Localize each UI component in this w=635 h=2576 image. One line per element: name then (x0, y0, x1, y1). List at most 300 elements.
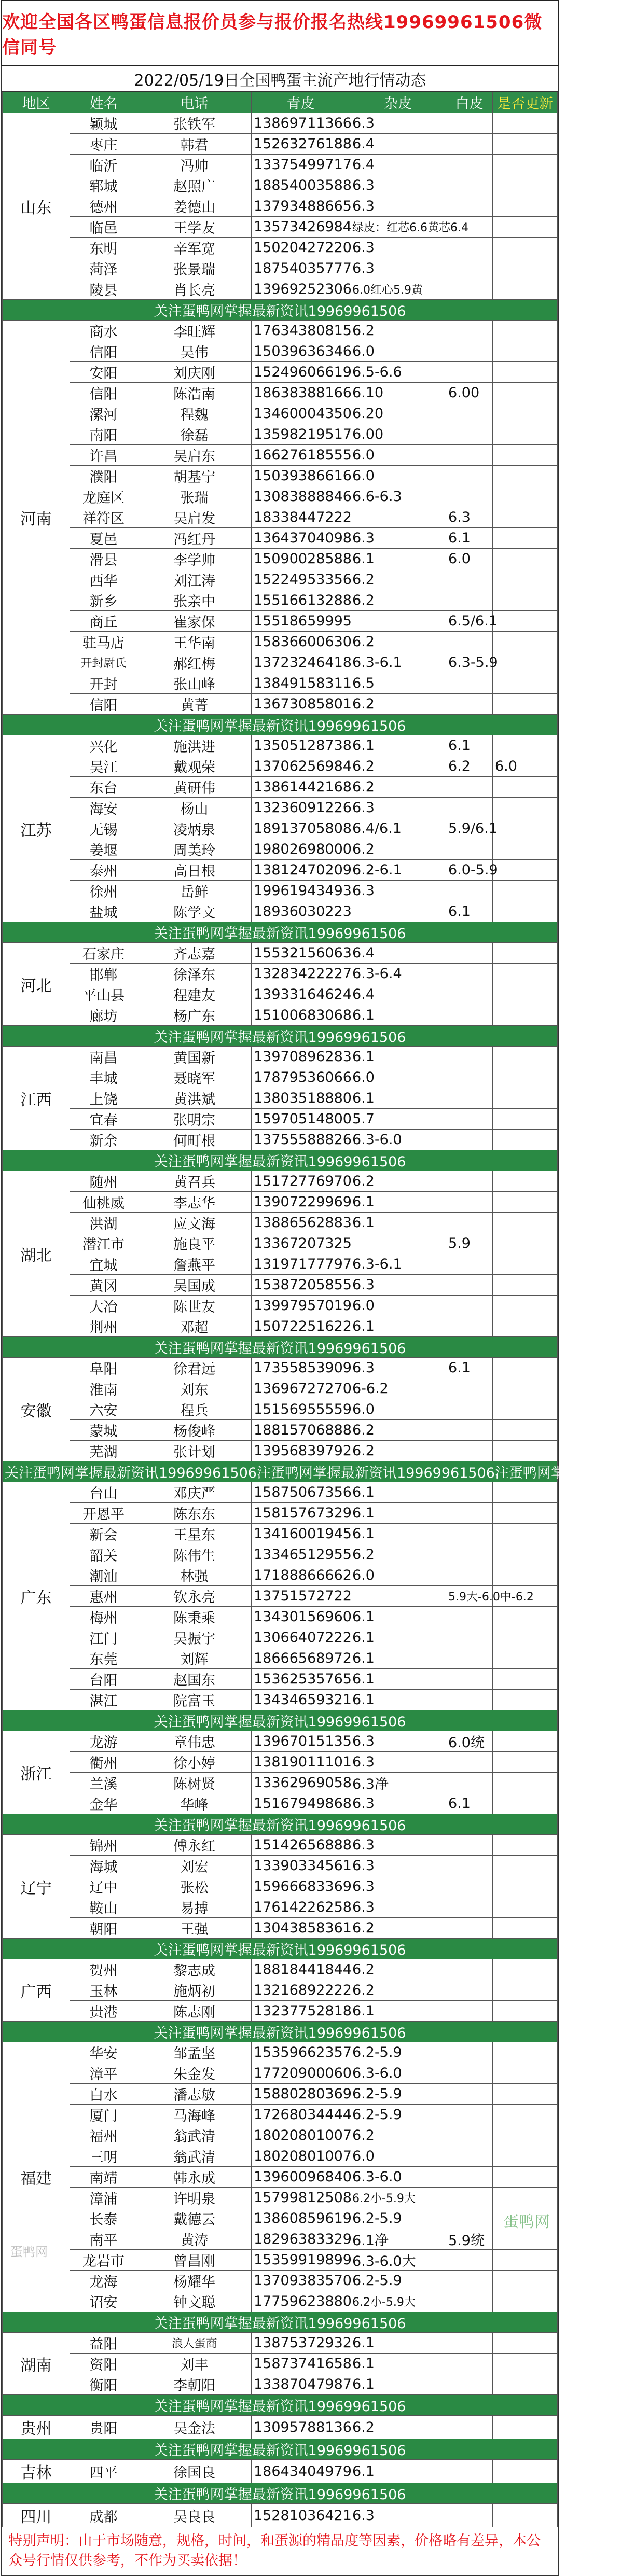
phone-cell: 15970514800 (252, 1109, 350, 1130)
mixed-price-cell: 6.2 (446, 756, 493, 777)
white-price-cell (493, 2271, 558, 2291)
mixed-price-cell (446, 1627, 493, 1648)
mixed-price-cell (446, 1876, 493, 1897)
white-price-cell (493, 1897, 558, 1918)
table-row (3, 1565, 558, 1586)
phone-cell: 13362969058 (252, 1773, 350, 1793)
name-cell: 曾昌刚 (137, 2250, 252, 2271)
green-price-cell: 6.3 (350, 881, 446, 901)
name-cell: 何町根 (137, 1130, 252, 1150)
green-price-cell: 6.3 (350, 1752, 446, 1773)
table-row (3, 1047, 558, 1067)
phone-cell: 18854003588 (252, 175, 350, 196)
section-banner (3, 1710, 558, 1731)
phone-cell: 13430156960 (252, 1607, 350, 1627)
white-price-cell (493, 652, 558, 673)
city-cell: 驻马店 (70, 632, 137, 652)
phone-cell: 16627618555 (252, 445, 350, 466)
table-row (3, 1627, 558, 1648)
white-price-cell (493, 1959, 558, 1980)
white-price-cell (493, 528, 558, 549)
city-cell: 白水 (70, 2084, 137, 2105)
table-row (3, 1835, 558, 1856)
green-price-cell: 6.2-5.9 (350, 2208, 446, 2229)
region-cell: 浙江 (3, 1731, 70, 1814)
table-row (3, 134, 558, 155)
table-row (3, 1316, 558, 1337)
mixed-price-cell (446, 1275, 493, 1296)
name-cell: 刘东 (137, 1378, 252, 1399)
white-price-cell (493, 2084, 558, 2105)
green-price-cell: 6.2-5.9 (350, 2042, 446, 2063)
green-price-cell: 6.3 (350, 175, 446, 196)
mixed-price-cell (446, 2250, 493, 2271)
green-price-cell: 6.3-6.0 (350, 2063, 446, 2084)
green-price-cell: 6.1 (350, 1316, 446, 1337)
table-row (3, 1088, 558, 1109)
white-price-cell (493, 341, 558, 362)
green-price-cell: 绿皮：红芯6.6黄芯6.4 (350, 217, 446, 238)
phone-cell: 13346512955 (252, 1544, 350, 1565)
city-cell: 滑县 (70, 549, 137, 569)
green-price-cell: 6.1 (350, 735, 446, 756)
city-cell: 华安 (70, 2042, 137, 2063)
table-row (3, 881, 558, 901)
city-cell: 潮汕 (70, 1565, 137, 1586)
table-row (3, 2125, 558, 2146)
green-price-cell: 6.2 (350, 1544, 446, 1565)
green-price-cell: 6.1 (350, 1627, 446, 1648)
mixed-price-cell (446, 445, 493, 466)
name-cell: 徐小婷 (137, 1752, 252, 1773)
phone-cell: 15880280369 (252, 2084, 350, 2105)
phone-cell: 18754035777 (252, 258, 350, 279)
table-row (3, 1731, 558, 1752)
section-banner-text: 关注蛋鸭网掌握最新资讯19969961506 (3, 1939, 558, 1959)
name-cell: 陈东东 (137, 1503, 252, 1524)
green-price-cell: 5.7 (350, 1109, 446, 1130)
section-banner (3, 2395, 558, 2416)
table-row (3, 2271, 558, 2291)
city-cell: 丰城 (70, 1067, 137, 1088)
green-price-cell: 6.2小-5.9大 (350, 2188, 446, 2208)
city-cell: 芜湖 (70, 1441, 137, 1461)
green-price-cell: 6.3 (350, 1275, 446, 1296)
white-price-cell (493, 2146, 558, 2167)
mixed-price-cell (446, 2105, 493, 2125)
mixed-price-cell (446, 1067, 493, 1088)
name-cell: 马海峰 (137, 2105, 252, 2125)
name-cell: 刘丰 (137, 2354, 252, 2374)
city-cell: 信阳 (70, 694, 137, 715)
name-cell: 黄国新 (137, 1047, 252, 1067)
green-price-cell (350, 1233, 446, 1254)
phone-cell: 13283422227 (252, 964, 350, 984)
green-price-cell: 6.1 (350, 1669, 446, 1690)
mixed-price-cell: 6.1 (446, 528, 493, 549)
white-price-cell (493, 881, 558, 901)
green-price-cell: 6.2 (350, 2125, 446, 2146)
mixed-price-cell: 6.5/6.1 (446, 611, 493, 632)
green-price-cell: 6.0 (350, 466, 446, 486)
city-cell: 漯河 (70, 403, 137, 424)
green-price-cell: 6.4 (350, 943, 446, 964)
table-row (3, 2146, 558, 2167)
name-cell: 许明泉 (137, 2188, 252, 2208)
region-cell: 湖北 (3, 1171, 70, 1337)
table-row (3, 673, 558, 694)
city-cell: 台阳 (70, 1669, 137, 1690)
name-cell: 杨俊峰 (137, 1420, 252, 1441)
phone-cell: 17759623880 (252, 2291, 350, 2312)
green-price-cell: 6.2 (350, 2416, 446, 2439)
green-price-cell: 6.0 (350, 1565, 446, 1586)
mixed-price-cell (446, 1918, 493, 1939)
white-price-cell (493, 507, 558, 528)
name-cell: 杨耀华 (137, 2271, 252, 2291)
city-cell: 颖城 (70, 113, 137, 134)
name-cell: 赵国东 (137, 1669, 252, 1690)
city-cell: 大冶 (70, 1296, 137, 1316)
green-price-cell: 6.3-6.1 (350, 652, 446, 673)
city-cell: 宜城 (70, 1254, 137, 1275)
mixed-price-cell (446, 673, 493, 694)
city-cell: 商水 (70, 321, 137, 341)
col-header-mixed: 杂皮 (350, 92, 446, 113)
green-price-cell (350, 901, 446, 922)
mixed-price-cell (446, 1669, 493, 1690)
mixed-price-cell (446, 1047, 493, 1067)
green-price-cell: 6.2 (350, 1171, 446, 1192)
mixed-price-cell (446, 2291, 493, 2312)
table-row (3, 1897, 558, 1918)
name-cell: 王强 (137, 1918, 252, 1939)
name-cell: 黄洪斌 (137, 1088, 252, 1109)
mixed-price-cell: 5.9/6.1 (446, 818, 493, 839)
phone-cell: 15156955559 (252, 1399, 350, 1420)
mixed-price-cell (446, 2333, 493, 2354)
white-price-cell (493, 1254, 558, 1275)
table-row (3, 1171, 558, 1192)
quote-sheet (1, 66, 635, 2527)
city-cell: 夏邑 (70, 528, 137, 549)
mixed-price-cell: 6.00 (446, 383, 493, 403)
phone-cell: 18815706888 (252, 1420, 350, 1441)
name-cell: 陈树贤 (137, 1773, 252, 1793)
name-cell: 院富玉 (137, 1690, 252, 1710)
mixed-price-cell (446, 1420, 493, 1441)
table-row (3, 321, 558, 341)
name-cell: 徐君远 (137, 1358, 252, 1378)
phone-cell: 18818441844 (252, 1959, 350, 1980)
city-cell: 信阳 (70, 383, 137, 403)
white-price-cell (493, 1316, 558, 1337)
white-price-cell (493, 1980, 558, 2001)
name-cell: 华峰 (137, 1793, 252, 1814)
table-row (3, 1648, 558, 1669)
green-price-cell: 6.2 (350, 1959, 446, 1980)
city-cell: 西华 (70, 569, 137, 590)
table-row (3, 1586, 558, 1607)
table-row (3, 1067, 558, 1088)
city-cell: 平山县 (70, 984, 137, 1005)
table-row (3, 984, 558, 1005)
phone-cell: 15100683068 (252, 1005, 350, 1026)
green-price-cell: 6.2 (350, 777, 446, 798)
table-row (3, 238, 558, 258)
city-cell: 陵县 (70, 279, 137, 300)
table-row (3, 1358, 558, 1378)
white-price-cell (493, 1192, 558, 1213)
name-cell: 陈秉乘 (137, 1607, 252, 1627)
green-price-cell: 6.2小-5.9大 (350, 2291, 446, 2312)
white-price-cell (493, 2250, 558, 2271)
white-price-cell (493, 1358, 558, 1378)
name-cell: 吴启东 (137, 445, 252, 466)
mixed-price-cell (446, 694, 493, 715)
name-cell: 黄涛 (137, 2229, 252, 2250)
section-banner (3, 922, 558, 943)
name-cell: 聂晓军 (137, 1067, 252, 1088)
section-banner (3, 715, 558, 735)
mixed-price-cell (446, 943, 493, 964)
white-price-cell (493, 2333, 558, 2354)
name-cell: 钦永亮 (137, 1586, 252, 1607)
table-row (3, 424, 558, 445)
phone-cell: 15072251622 (252, 1316, 350, 1337)
table-row (3, 113, 558, 134)
city-cell: 鞍山 (70, 1897, 137, 1918)
table-row (3, 798, 558, 818)
phone-cell: 13066407222 (252, 1627, 350, 1648)
name-cell: 王华南 (137, 632, 252, 652)
table-row (3, 466, 558, 486)
table-row (3, 839, 558, 860)
mixed-price-cell (446, 632, 493, 652)
name-cell: 吴国成 (137, 1275, 252, 1296)
green-price-cell: 6.3-6.4 (350, 964, 446, 984)
phone-cell: 15516613288 (252, 590, 350, 611)
green-price-cell: 6.5-6.6 (350, 362, 446, 383)
phone-cell: 17614226258 (252, 1897, 350, 1918)
name-cell: 陈世友 (137, 1296, 252, 1316)
phone-cell: 15281036421 (252, 2504, 350, 2527)
green-price-cell: 6.1 (350, 1524, 446, 1544)
green-price-cell: 6.3 (350, 1731, 446, 1752)
mixed-price-cell (446, 1296, 493, 1316)
white-price-cell (493, 2504, 558, 2527)
white-price-cell (493, 113, 558, 134)
city-cell: 益阳 (70, 2333, 137, 2354)
city-cell: 泰州 (70, 860, 137, 881)
phone-cell: 13598219517 (252, 424, 350, 445)
white-price-cell (493, 964, 558, 984)
phone-cell: 13723246418 (252, 652, 350, 673)
green-price-cell: 6.4 (350, 134, 446, 155)
name-cell: 辛军宽 (137, 238, 252, 258)
name-cell: 冯帅 (137, 155, 252, 175)
section-banner-text: 关注蛋鸭网掌握最新资讯19969961506 (3, 1337, 558, 1358)
phone-cell: 13709383570 (252, 2271, 350, 2291)
green-price-cell: 6.2 (350, 569, 446, 590)
phone-cell: 17720900060 (252, 2063, 350, 2084)
green-price-cell: 6.1 (350, 1482, 446, 1503)
city-cell: 邯郸 (70, 964, 137, 984)
phone-cell: 13706256984 (252, 756, 350, 777)
mixed-price-cell (446, 1192, 493, 1213)
green-price-cell: 6.0 (350, 1296, 446, 1316)
phone-cell: 13505128738 (252, 735, 350, 756)
table-row (3, 1669, 558, 1690)
table-row (3, 1980, 558, 2001)
name-cell: 黄菁 (137, 694, 252, 715)
mixed-price-cell (446, 2354, 493, 2374)
phone-cell: 15387205855 (252, 1275, 350, 1296)
phone-cell: 13236091226 (252, 798, 350, 818)
white-price-cell (493, 860, 558, 881)
section-banner-text: 关注蛋鸭网掌握最新资讯19969961506 (3, 1026, 558, 1047)
white-price-cell (493, 1835, 558, 1856)
green-price-cell: 6.2 (350, 1980, 446, 2001)
white-price-cell (493, 2125, 558, 2146)
city-cell: 潜江市 (70, 1233, 137, 1254)
table-row (3, 2167, 558, 2188)
white-price-cell (493, 362, 558, 383)
section-banner-text: 关注蛋鸭网掌握最新资讯19969961506注蛋鸭网掌握最新资讯19969961506注蛋鸭网掌握最新资讯 (3, 1461, 558, 1482)
white-price-cell (493, 403, 558, 424)
table-row (3, 403, 558, 424)
table-row (3, 2229, 558, 2250)
white-price-cell (493, 196, 558, 217)
name-cell: 张景瑞 (137, 258, 252, 279)
white-price-cell (493, 943, 558, 964)
city-cell: 江门 (70, 1627, 137, 1648)
mixed-price-cell (446, 1648, 493, 1669)
city-cell: 临邑 (70, 217, 137, 238)
col-header-white: 白皮 (446, 92, 493, 113)
mixed-price-cell (446, 1835, 493, 1856)
phone-cell: 13367207325 (252, 1233, 350, 1254)
mixed-price-cell (446, 2271, 493, 2291)
table-row (3, 2063, 558, 2084)
green-price-cell: 6.3 (350, 798, 446, 818)
white-price-cell (493, 134, 558, 155)
mixed-price-cell (446, 1544, 493, 1565)
phone-cell: 15518659995 (252, 611, 350, 632)
table-row (3, 2291, 558, 2312)
white-price-cell (493, 673, 558, 694)
name-cell: 刘辉 (137, 1648, 252, 1669)
mixed-price-cell (446, 1088, 493, 1109)
mixed-price-cell (446, 1441, 493, 1461)
table-row (3, 507, 558, 528)
table-row (3, 590, 558, 611)
mixed-price-cell (446, 486, 493, 507)
mixed-price-cell (446, 1482, 493, 1503)
white-price-cell (493, 735, 558, 756)
region-cell: 江苏 (3, 735, 70, 922)
table-row (3, 756, 558, 777)
table-row (3, 1441, 558, 1461)
green-price-cell: 6.1 (350, 1047, 446, 1067)
region-cell: 河南 (3, 321, 70, 715)
white-price-cell (493, 984, 558, 1005)
white-price-cell (493, 175, 558, 196)
city-cell: 荆州 (70, 1316, 137, 1337)
city-cell: 淮南 (70, 1378, 137, 1399)
city-cell: 衡阳 (70, 2374, 137, 2395)
city-cell: 新会 (70, 1524, 137, 1544)
name-cell: 杨山 (137, 798, 252, 818)
col-header-name: 姓名 (70, 92, 137, 113)
green-price-cell: 6.3-6.1 (350, 1254, 446, 1275)
mixed-price-cell (446, 777, 493, 798)
name-cell: 李志华 (137, 1192, 252, 1213)
table-row (3, 2333, 558, 2354)
mixed-price-cell (446, 1005, 493, 1026)
white-price-cell (493, 238, 558, 258)
name-cell: 崔家保 (137, 611, 252, 632)
phone-cell: 13886562883 (252, 1213, 350, 1233)
mixed-price-cell (446, 134, 493, 155)
section-banner-text: 关注蛋鸭网掌握最新资讯19969961506 (3, 922, 558, 943)
white-price-cell (493, 569, 558, 590)
green-price-cell: 6.1 (350, 1192, 446, 1213)
green-price-cell: 6.2 (350, 694, 446, 715)
city-cell: 廊坊 (70, 1005, 137, 1026)
phone-cell: 13460004350 (252, 403, 350, 424)
mixed-price-cell (446, 2416, 493, 2439)
table-row (3, 2188, 558, 2208)
mixed-price-cell (446, 341, 493, 362)
white-price-cell (493, 1856, 558, 1876)
mixed-price-cell (446, 590, 493, 611)
phone-cell: 13237752818 (252, 2001, 350, 2022)
green-price-cell: 6.0红心5.9黄 (350, 279, 446, 300)
mixed-price-cell (446, 2504, 493, 2527)
col-header-region: 地区 (3, 92, 70, 113)
region-cell: 安徽 (3, 1358, 70, 1461)
watermark-text: 蛋鸭网 (10, 2245, 48, 2259)
mixed-price-cell (446, 238, 493, 258)
phone-cell: 13969252306 (252, 279, 350, 300)
green-price-cell: 6.4 (350, 984, 446, 1005)
mixed-price-cell (446, 2188, 493, 2208)
green-price-cell: 6.2 (350, 1441, 446, 1461)
mixed-price-cell (446, 2001, 493, 2022)
phone-cell: 13434659321 (252, 1690, 350, 1710)
white-price-cell (493, 2188, 558, 2208)
region-cell: 辽宁 (3, 1835, 70, 1939)
white-price-cell (493, 1213, 558, 1233)
table-row (3, 1544, 558, 1565)
name-cell: 徐磊 (137, 424, 252, 445)
name-cell: 翁武清 (137, 2125, 252, 2146)
white-price-cell (493, 590, 558, 611)
green-price-cell: 6.2 (350, 839, 446, 860)
col-header-green: 青皮 (252, 92, 350, 113)
green-price-cell: 6.3 (350, 528, 446, 549)
phone-cell: 13812470209 (252, 860, 350, 881)
col-header-updated: 是否更新 (493, 92, 558, 113)
mixed-price-cell (446, 1565, 493, 1586)
city-cell: 南阳 (70, 424, 137, 445)
table-row (3, 943, 558, 964)
table-row (3, 818, 558, 839)
green-price-cell: 6.2-5.9 (350, 2105, 446, 2125)
name-cell: 邹孟坚 (137, 2042, 252, 2063)
table-row (3, 1482, 558, 1503)
